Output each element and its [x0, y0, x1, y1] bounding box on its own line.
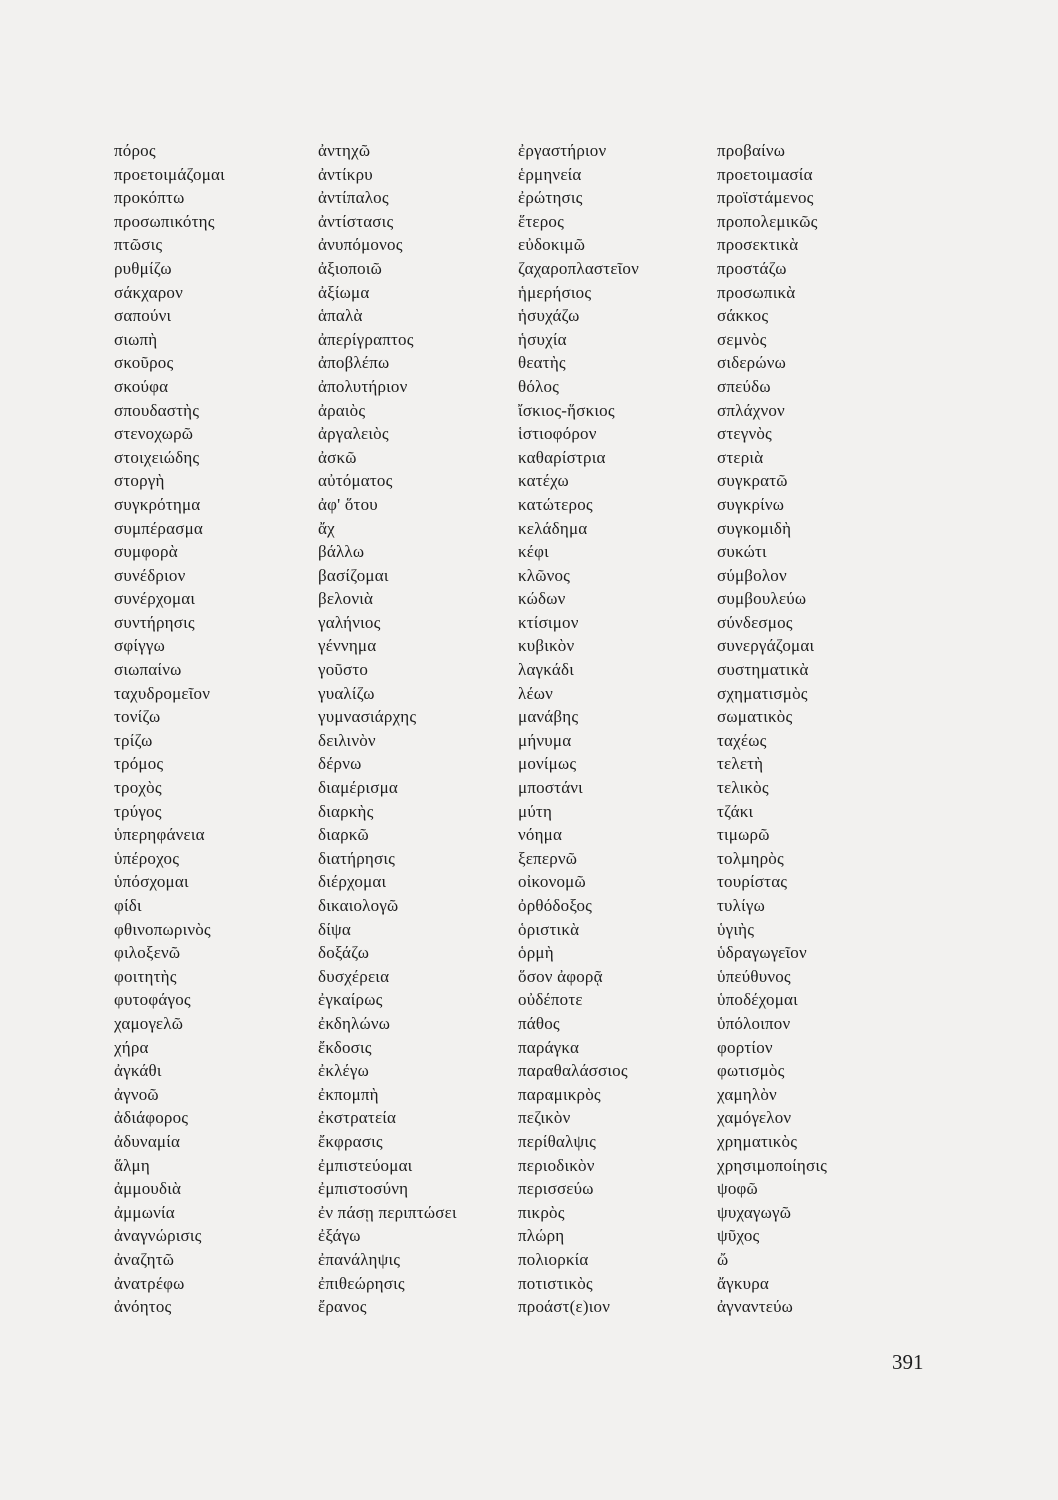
word-entry: κέφι — [518, 542, 549, 562]
word-entry: προβαίνω — [717, 141, 786, 160]
word-entry: σιδερώνω — [717, 353, 787, 373]
word-entry: πάθος — [518, 1013, 560, 1033]
word-entry: ἐμπιστεύομαι — [318, 1155, 413, 1175]
word-entry: θεατὴς — [518, 353, 566, 373]
word-entry: παραμικρὸς — [518, 1084, 601, 1104]
word-entry: γέννημα — [318, 636, 377, 656]
word-entry: χαμογελῶ — [114, 1013, 184, 1033]
word-entry: βελονιὰ — [318, 589, 374, 609]
word-entry: ἀποβλέπω — [318, 353, 390, 373]
word-entry: ταχυδρομεῖον — [114, 683, 211, 703]
word-entry: προπολεμικῶς — [717, 211, 818, 231]
word-entry: γαλήνιος — [318, 612, 381, 632]
word-entry: δειλινὸν — [318, 730, 376, 750]
word-entry: προστάζω — [717, 258, 787, 278]
word-entry: στενοχωρῶ — [114, 424, 194, 444]
word-entry: συγκρίνω — [717, 494, 785, 514]
word-entry: σάκχαρον — [114, 282, 183, 302]
word-entry: πικρὸς — [518, 1202, 565, 1222]
word-entry: παράγκα — [518, 1037, 580, 1057]
word-entry: ὑπεύθυνος — [717, 966, 791, 986]
word-entry: ὑδραγωγεῖον — [717, 943, 807, 963]
word-entry: ἡμερήσιος — [518, 282, 592, 302]
word-entry: προσωπικότης — [114, 211, 215, 231]
word-entry: ἀφ' ὅτου — [318, 494, 378, 514]
word-entry: κυβικὸν — [518, 636, 575, 656]
word-entry: βασίζομαι — [318, 565, 389, 585]
word-entry: ξεπερνῶ — [518, 848, 578, 868]
word-entry: ἡσυχία — [518, 329, 567, 349]
word-entry: ἐξάγω — [318, 1226, 361, 1246]
word-entry: σκούφα — [114, 376, 169, 396]
word-entry: φθινοπωρινὸς — [114, 919, 211, 939]
word-entry: τζάκι — [717, 801, 754, 821]
word-entry: ἔρανος — [318, 1297, 367, 1317]
word-entry: ἀδιάφορος — [114, 1108, 189, 1128]
word-entry: ψῦχος — [717, 1226, 760, 1246]
word-entry: ἀπολυτήριον — [318, 376, 408, 396]
word-entry: ἀδυναμία — [114, 1131, 181, 1151]
word-entry: συκώτι — [717, 542, 767, 562]
word-entry: στεριὰ — [717, 447, 764, 467]
word-entry: σκοῦρος — [114, 353, 174, 373]
word-entry: συστηματικὰ — [717, 660, 809, 680]
word-entry: ὤ — [717, 1249, 729, 1269]
word-entry: συμπέρασμα — [114, 518, 203, 538]
word-entry: συνέρχομαι — [114, 589, 196, 609]
word-entry: ἐν πάσῃ περιπτώσει — [318, 1202, 457, 1222]
word-entry: κατώτερος — [518, 494, 593, 514]
word-entry: ἁπαλὰ — [318, 306, 363, 326]
word-entry: χαμόγελον — [717, 1108, 792, 1128]
word-entry: σιωπὴ — [114, 329, 158, 349]
word-entry: διατήρησις — [318, 848, 396, 868]
word-entry: μανάβης — [518, 707, 579, 727]
word-entry: σαπούνι — [114, 306, 172, 326]
word-entry: συγκρατῶ — [717, 471, 788, 491]
word-entry: στοργὴ — [114, 471, 165, 491]
word-column-1 — [114, 139, 225, 1319]
word-entry: τολμηρὸς — [717, 848, 784, 868]
word-entry: ἐκστρατεία — [318, 1108, 397, 1128]
word-entry: ἀραιὸς — [318, 400, 366, 420]
word-entry: ἀναγνώρισις — [114, 1226, 202, 1246]
word-entry: ὑποδέχομαι — [717, 990, 798, 1010]
word-entry: σιωπαίνω — [114, 660, 182, 680]
word-entry: ἀντίκρυ — [318, 164, 373, 184]
word-entry: χρησιμοποίησις — [717, 1155, 828, 1175]
word-entry: διαμέρισμα — [318, 778, 398, 798]
word-entry: ἀμμωνία — [114, 1202, 175, 1222]
word-entry: διέρχομαι — [318, 872, 387, 892]
word-entry: θόλος — [518, 376, 560, 396]
word-column-4 — [717, 139, 827, 1319]
word-entry: ἀπερίγραπτος — [318, 329, 414, 349]
word-entry: προσωπικὰ — [717, 282, 796, 302]
word-entry: τρόμος — [114, 754, 164, 774]
word-entry: λαγκάδι — [518, 660, 574, 680]
word-entry: σφίγγω — [114, 636, 165, 656]
word-entry: διαρκὴς — [318, 801, 374, 821]
word-entry: προκόπτω — [114, 188, 185, 208]
word-entry: διαρκῶ — [318, 825, 369, 845]
word-entry: φυτοφάγος — [114, 990, 191, 1010]
word-entry: ὑπόλοιπον — [717, 1013, 791, 1033]
word-entry: ψοφῶ — [717, 1179, 758, 1199]
word-entry: τελετὴ — [717, 754, 764, 774]
word-entry: τονίζω — [114, 707, 161, 727]
word-entry: ὑγιὴς — [717, 919, 755, 939]
word-entry: συγκομιδὴ — [717, 518, 792, 538]
word-entry: ὑπόσχομαι — [114, 872, 189, 892]
word-entry: ἀσκῶ — [318, 447, 357, 467]
word-entry: φορτίον — [717, 1037, 773, 1057]
word-entry: ἀνυπόμονος — [318, 235, 403, 255]
word-entry: σύμβολον — [717, 565, 787, 585]
word-entry: γυμνασιάρχης — [318, 707, 417, 727]
word-entry: οἰκονομῶ — [518, 872, 586, 892]
word-entry: δικαιολογῶ — [318, 896, 399, 915]
word-entry: ἡσυχάζω — [518, 306, 580, 326]
word-entry: ζαχαροπλαστεῖον — [518, 258, 640, 278]
word-entry: προσεκτικὰ — [717, 235, 799, 255]
word-entry: ἀναζητῶ — [114, 1249, 175, 1269]
word-entry: πολιορκία — [518, 1249, 589, 1269]
word-entry: παραθαλάσσιος — [518, 1061, 628, 1081]
word-entry: ἀργαλειὸς — [318, 424, 389, 444]
word-entry: μποστάνι — [518, 778, 583, 798]
word-entry: σεμνὸς — [717, 329, 767, 349]
word-entry: καθαρίστρια — [518, 447, 606, 467]
word-entry: ὑπέροχος — [114, 848, 180, 868]
word-entry: ποτιστικὸς — [518, 1273, 593, 1293]
word-entry: ἔκδοσις — [318, 1037, 372, 1057]
word-entry: στεγνὸς — [717, 424, 772, 444]
word-entry: συνεργάζομαι — [717, 636, 815, 656]
word-entry: πεζικὸν — [518, 1108, 571, 1128]
word-entry: ρυθμίζω — [114, 258, 172, 278]
word-entry: εὐδοκιμῶ — [518, 235, 586, 255]
word-entry: αὐτόματος — [318, 471, 393, 491]
word-entry: λέων — [518, 683, 554, 703]
word-entry: φιλοξενῶ — [114, 943, 181, 963]
word-entry: ἀντηχῶ — [318, 141, 371, 160]
word-entry: ἀξίωμα — [318, 282, 370, 302]
word-entry: μονίμως — [518, 754, 577, 774]
word-entry: ἀγναντεύω — [717, 1297, 794, 1317]
word-entry: ἀγκάθι — [114, 1061, 162, 1081]
word-entry: τουρίστας — [717, 872, 788, 892]
word-entry: χαμηλὸν — [717, 1084, 777, 1104]
word-entry: προϊστάμενος — [717, 188, 814, 208]
word-entry: τιμωρῶ — [717, 825, 770, 845]
word-entry: ἀμμουδιὰ — [114, 1179, 182, 1199]
word-entry: ὅσον ἀφορᾷ — [518, 966, 603, 986]
word-entry: σωματικὸς — [717, 707, 793, 727]
word-entry: γοῦστο — [318, 660, 369, 680]
word-entry: σχηματισμὸς — [717, 683, 808, 703]
word-entry: ὁρμὴ — [518, 943, 554, 963]
word-entry: ὀρθόδοξος — [518, 896, 593, 915]
word-column-3 — [518, 139, 639, 1319]
word-entry: ἀγνοῶ — [114, 1084, 159, 1104]
word-entry: συγκρότημα — [114, 494, 201, 514]
word-entry: κτίσιμον — [518, 612, 579, 632]
word-entry: σπλάχνον — [717, 400, 785, 420]
word-entry: προετοιμασία — [717, 164, 813, 184]
word-entry: περισσεύω — [518, 1179, 594, 1199]
word-entry: σπεύδω — [717, 376, 771, 396]
word-entry: ἐκδηλώνω — [318, 1013, 391, 1033]
word-entry: τελικὸς — [717, 778, 769, 798]
word-entry: πόρος — [114, 141, 156, 160]
word-entry: περίθαλψις — [518, 1131, 597, 1151]
word-entry: ἔκφρασις — [318, 1131, 383, 1151]
word-entry: τροχὸς — [114, 778, 162, 798]
word-entry: συμβουλεύω — [717, 589, 807, 609]
word-entry: ἐρώτησις — [518, 188, 583, 208]
word-entry: προάστ(ε)ιον — [518, 1297, 611, 1317]
word-entry: ἄχ — [318, 518, 335, 538]
word-entry: μήνυμα — [518, 730, 572, 750]
word-entry: οὐδέποτε — [518, 990, 583, 1010]
word-entry: ὑπερηφάνεια — [114, 825, 205, 845]
word-entry: ἐκλέγω — [318, 1061, 369, 1081]
word-entry: δυσχέρεια — [318, 966, 390, 986]
word-entry: ἐκπομπὴ — [318, 1084, 379, 1104]
word-entry: κατέχω — [518, 471, 569, 491]
word-entry: βάλλω — [318, 542, 365, 562]
word-entry: τρίζω — [114, 730, 153, 750]
word-entry: προετοιμάζομαι — [114, 164, 225, 184]
word-entry: ὁριστικὰ — [518, 919, 580, 939]
word-entry: ἅλμη — [114, 1155, 150, 1175]
word-entry: συντήρησις — [114, 612, 195, 632]
word-entry: ψυχαγωγῶ — [717, 1202, 792, 1222]
word-entry: στοιχειώδης — [114, 447, 200, 467]
word-column-2 — [318, 139, 457, 1319]
word-entry: ἀξιοποιῶ — [318, 258, 383, 278]
word-entry: ἐργαστήριον — [518, 141, 607, 160]
word-entry: ἐπανάληψις — [318, 1249, 401, 1269]
word-entry: πλώρη — [518, 1226, 565, 1246]
word-entry: γυαλίζω — [318, 683, 375, 703]
word-entry: ἀνατρέφω — [114, 1273, 185, 1293]
word-entry: ἀνόητος — [114, 1297, 172, 1317]
word-entry: ἐμπιστοσύνη — [318, 1179, 409, 1199]
word-entry: φίδι — [114, 896, 142, 915]
word-entry: νόημα — [518, 825, 563, 845]
word-entry: ἀντίπαλος — [318, 188, 389, 208]
word-entry: ἀντίστασις — [318, 211, 394, 231]
word-entry: ἑρμηνεία — [518, 164, 582, 184]
word-entry: συμφορὰ — [114, 542, 178, 562]
word-entry: χήρα — [114, 1037, 149, 1057]
word-entry: περιοδικὸν — [518, 1155, 595, 1175]
word-entry: σύνδεσμος — [717, 612, 793, 632]
word-entry: φωτισμὸς — [717, 1061, 785, 1081]
word-entry: κλῶνος — [518, 565, 571, 585]
word-entry: κελάδημα — [518, 518, 588, 538]
word-entry: σπουδαστὴς — [114, 400, 200, 420]
word-entry: δέρνω — [318, 754, 362, 774]
word-entry: ἕτερος — [518, 211, 565, 231]
word-entry: ἄγκυρα — [717, 1273, 769, 1293]
word-entry: κώδων — [518, 589, 566, 609]
word-entry: τρύγος — [114, 801, 162, 821]
word-entry: συνέδριον — [114, 565, 186, 585]
word-entry: ἱστιοφόρον — [518, 424, 597, 444]
word-entry: πτῶσις — [114, 235, 163, 255]
word-entry: ἐγκαίρως — [318, 990, 383, 1010]
word-entry: φοιτητὴς — [114, 966, 177, 986]
word-entry: δίψα — [318, 919, 351, 939]
word-entry: ἴσκιος-ἥσκιος — [518, 400, 615, 420]
word-entry: τυλίγω — [717, 896, 765, 915]
word-entry: ταχέως — [717, 730, 767, 750]
word-entry: ἐπιθεώρησις — [318, 1273, 405, 1293]
word-entry: χρηματικὸς — [717, 1131, 798, 1151]
word-entry: σάκκος — [717, 306, 769, 326]
word-entry: μύτη — [518, 801, 553, 821]
word-entry: δοξάζω — [318, 943, 370, 963]
page-number: 391 — [892, 1350, 924, 1374]
